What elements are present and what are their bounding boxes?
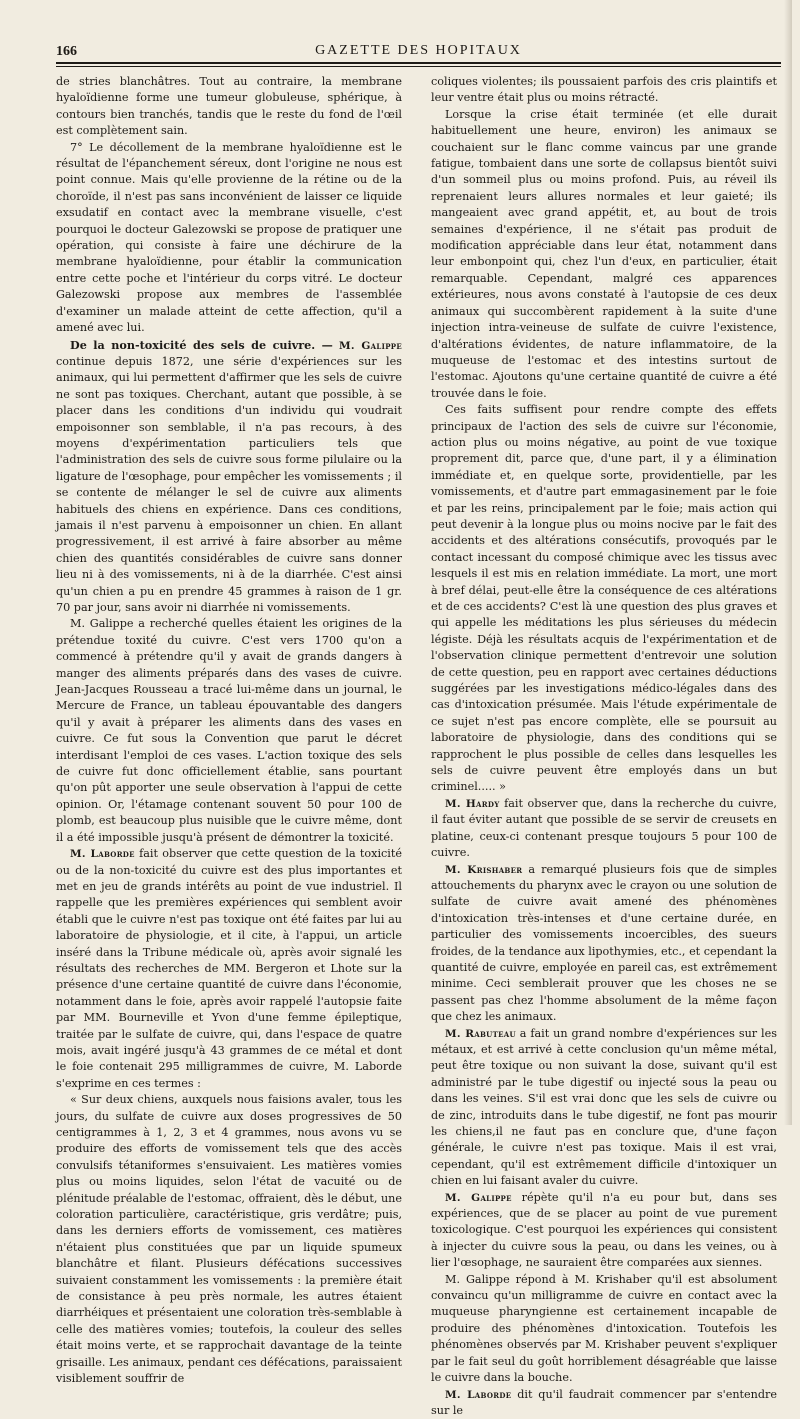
running-title: GAZETTE DES HOPITAUX: [56, 43, 781, 59]
speaker-name: M. Rabuteau: [445, 1028, 516, 1040]
paragraph-text: continue depuis 1872, une série d'expériences sur les animaux, qui lui permettent d'affirmer que les sels de cuivre ne sont pas toxiques. Cherchant, autant que possible, à se placer dans les conditions d'un individu qui voudrait empoisonner son semblable, il n'a pas recours, à des moyens d'expérimentation particuliers tels que l'administration des sels de cuivre sous forme pilulaire ou la ligature de l'œsophage, pour empêcher les vomissements ; il se contente de mélanger le sel de cuivre aux aliments habituels des chiens en expérience. Dans ces conditions, jamais il n'est parvenu à empoisonner un chien. En allant progressivement, il est arrivé à faire absorber au même chien des quantités considérables de cuivre sans donner lieu ni à des vomissements, ni à de la diarrhée. C'est ainsi qu'un chien a pu en prendre 45 grammes à raison de 1 gr. 70 par jour, sans avoir ni diarrhée ni vomissements.: [56, 355, 402, 614]
speaker-name: M. Hardy: [445, 798, 500, 810]
paragraph: 7° Le décollement de la membrane hyaloïdienne est le résultat de l'épanchement séreux, dont l'origine ne nous est point connue. Mais qu'elle provienne de la rétine ou de la choroïde, il n'est pas sans inconvénient de laisser ce liquide exsudatif en contact avec la membrane visuelle, c'est pourquoi le docteur Galezowski se propose de pratiquer une opération, qui consiste à faire une déchirure de la membrane hyaloïdienne, pour établir la communication entre cette poche et l'intérieur du corps vitré. Le docteur Galezowski propose aux membres de l'assemblée d'examiner un malade atteint de cette affection, qu'il a amené avec lui.: [56, 140, 402, 337]
paragraph-text: fait observer que, dans la recherche du cuivre, il faut éviter autant que possible de se servir de creusets en platine, ceux-ci contenant presque toujours 5 pour 100 de cuivre.: [431, 797, 777, 859]
paragraph: de stries blanchâtres. Tout au contraire, la membrane hyaloïdienne forme une tumeur globuleuse, sphérique, à contours bien tranchés, tandis que le reste du fond de l'œil est complètement sain.: [56, 74, 402, 140]
left-column: [56, 74, 402, 1388]
header-rule-thin: [56, 66, 781, 67]
paragraph-text: a fait un grand nombre d'expériences sur les métaux, et est arrivé à cette conclusion qu'un même métal, peut être toxique ou non suivant la dose, suivant qu'il est administré par le tube digestif ou injecté sous la peau ou dans les veines. S'il est vrai donc que les sels de cuivre ou de zinc, introduits dans le tube digestif, ne font pas mourir les chiens,il ne faut pas en conclure que, d'une façon générale, le cuivre n'est pas toxique. Mais il est vrai, cependant, qu'il est extrêmement difficile d'intoxiquer un chien en lui faisant avaler du cuivre.: [431, 1027, 777, 1188]
speaker-name: M. Laborde: [445, 1389, 511, 1401]
speaker-name: M. Laborde: [70, 848, 135, 860]
page-number: 166: [56, 44, 77, 60]
paragraph: M. Galippe répond à M. Krishaber qu'il est absolument convaincu qu'un milligramme de cuivre en contact avec la muqueuse pharyngienne est certainement incapable de produire des phénomènes d'intoxication. Toutefois les phénomènes observés par M. Krishaber peuvent s'expliquer par le fait seul du goût horriblement désagréable que laisse le cuivre dans la bouche.: [431, 1272, 777, 1387]
paragraph: [431, 1190, 777, 1272]
speaker-name: M. Krishaber: [445, 864, 522, 876]
paragraph: Lorsque la crise était terminée (et elle durait habituellement une heure, environ) les animaux se couchaient sur le flanc comme vaincus par une grande fatigue, tombaient dans une sorte de collapsus bientôt suivi d'un sommeil plus ou moins profond. Puis, au réveil ils reprenaient leurs allures normales et leur gaieté; ils mangeaient avec grand appétit, et, au bout de trois semaines d'expérience, il ne s'était pas produit de modification appréciable dans leur état, notamment dans leur embonpoint qui, chez l'un d'eux, en particulier, était remarquable. Cependant, malgré ces apparences extérieures, nous avons constaté à l'autopsie de ces deux animaux qui succombèrent rapidement à la suite d'une injection intra-veineuse de sulfate de cuivre l'existence, d'altérations évidentes, de nature inflammatoire, de la muqueuse de l'estomac et des intestins surtout de l'estomac. Ajoutons qu'une certaine quantité de cuivre a été trouvée dans le foie.: [431, 107, 777, 402]
paragraph: [431, 862, 777, 1026]
paragraph-text: fait observer que cette question de la toxicité ou de la non-toxicité du cuivre est des plus importantes et met en jeu de grands intérêts au point de vue industriel. Il rappelle que les premières expériences qui semblent avoir établi que le cuivre n'est pas toxique ont été faites par lui au laboratoire de physiologie, et il cite, à l'appui, un article inséré dans la Tribune médicale où, après avoir signalé les résultats des recherches de MM. Bergeron et Lhote sur la présence d'une certaine quantité de cuivre dans l'économie, notamment dans le foie, après avoir rappelé l'autopsie faite par MM. Bourneville et Yvon d'une femme épileptique, traitée par le sulfate de cuivre, qui, dans l'espace de quatre mois, avait ingéré jusqu'à 43 grammes de ce métal et dont le foie contenait 295 milligrammes de cuivre, M. Laborde s'exprime en ces termes :: [56, 847, 402, 1090]
speaker-name: M. Galippe: [339, 340, 402, 352]
paragraph-text: répète qu'il n'a eu pour but, dans ses expériences, que de se placer au point de vue purement toxicologique. C'est pourquoi les expériences qui consistent à injecter du cuivre sous la peau, ou dans les veines, ou à lier l'œsophage, ne sauraient être comparées aux siennes.: [431, 1191, 777, 1270]
paragraph: « Sur deux chiens, auxquels nous faisions avaler, tous les jours, du sulfate de cuivre aux doses progressives de 50 centigrammes à 1, 2, 3 et 4 grammes, nous avons vu se produire des efforts de vomissement tels que des accès convulsifs tétaniformes s'ensuivaient. Les matières vomies plus ou moins liquides, selon l'état de vacuité ou de plénitude préalable de l'estomac, offraient, dès le début, une coloration particulière, caractéristique, gris verdâtre; puis, dans les derniers efforts de vomissement, ces matières n'étaient plus constituées que par un liquide spumeux blanchâtre et filant. Plusieurs défécations successives suivaient constamment les vomissements : la première était de consistance à peu près normale, les autres étaient diarrhéiques et présentaient une coloration très-semblable à celle des matières vomies; toutefois, la couleur des selles était moins verte, et se rapprochait davantage de la teinte grisaille. Les animaux, pendant ces défécations, paraissaient visiblement souffrir de: [56, 1092, 402, 1387]
right-column: [431, 74, 777, 1419]
paragraph-text: dit qu'il faudrait commencer par s'entendre sur le: [431, 1388, 777, 1417]
page-edge-shadow: [784, 0, 792, 1125]
paragraph: [431, 1387, 777, 1419]
paragraph-text: a remarqué plusieurs fois que de simples attouchements du pharynx avec le crayon ou une solution de sulfate de cuivre avait amené des phénomènes d'intoxication très-intenses et d'une certaine durée, en particulier des vomissements incoercibles, des sueurs froides, de la tendance aux lipothymies, etc., et cependant la quantité de cuivre, employée en pareil cas, est extrêmement minime. Ceci semblerait prouver que les choses ne se passent pas chez l'homme absolument de la même façon que chez les animaux.: [431, 863, 777, 1024]
paragraph: [431, 1026, 777, 1190]
paragraph: Ces faits suffisent pour rendre compte des effets principaux de l'action des sels de cuivre sur l'économie, action plus ou moins négative, au point de vue toxique proprement dit, parce que, d'une part, il y a élimination immédiate et, en quelque sorte, providentielle, par les vomissements, et d'autre part emmagasinement par le foie et par les reins, principalement par le foie; mais action qui peut devenir à la longue plus ou moins nocive par le fait des accidents et des altérations consécutifs, provoqués par le contact incessant du composé chimique avec les tissus avec lesquels il est mis en relation immédiate. La mort, une mort à bref délai, peut-elle être la conséquence de ces altérations et de ces accidents? C'est là une question des plus graves et qui appelle les méditations les plus sérieuses du médecin légiste. Déjà les résultats acquis de l'expérimentation et de l'observation clinique permettent d'entrevoir une solution de cette question, peu en rapport avec certaines déductions suggérées par les investigations médico-légales dans des cas d'intoxication présumée. Mais l'étude expérimentale de ce sujet n'est pas encore complète, elle se poursuit au laboratoire de physiologie, dans des conditions qui se rapprochent le plus possible de celles dans lesquelles les sels de cuivre peuvent être employés dans un but criminel..... »: [431, 402, 777, 796]
paragraph: [431, 796, 777, 862]
paragraph: coliques violentes; ils poussaient parfois des cris plaintifs et leur ventre était plus ou moins rétracté.: [431, 74, 777, 107]
header-rule-thick: [56, 62, 781, 64]
paragraph: [56, 846, 402, 1092]
paragraph: M. Galippe a recherché quelles étaient les origines de la prétendue toxité du cuivre. C'est vers 1700 qu'on a commencé à prétendre qu'il y avait de grands dangers à manger des aliments préparés dans des vases de cuivre. Jean-Jacques Rousseau a tracé lui-même dans un journal, le Mercure de France, un tableau épouvantable des dangers qu'il y avait à préparer les aliments dans des vases en cuivre. Ce fut sous la Convention que parut le décret interdisant l'emploi de ces vases. L'action toxique des sels de cuivre fut donc officiellement établie, sans pourtant qu'on pût apporter une seule observation à l'appui de cette opinion. Or, l'étamage contenant souvent 50 pour 100 de plomb, est beaucoup plus nuisible que le cuivre même, dont il a été impossible jusqu'à présent de démontrer la toxicité.: [56, 616, 402, 846]
page-header: [56, 40, 781, 64]
speaker-name: M. Galippe: [445, 1192, 512, 1204]
paragraph: [56, 337, 402, 617]
section-heading: De la non-toxicité des sels de cuivre. —: [70, 338, 333, 352]
